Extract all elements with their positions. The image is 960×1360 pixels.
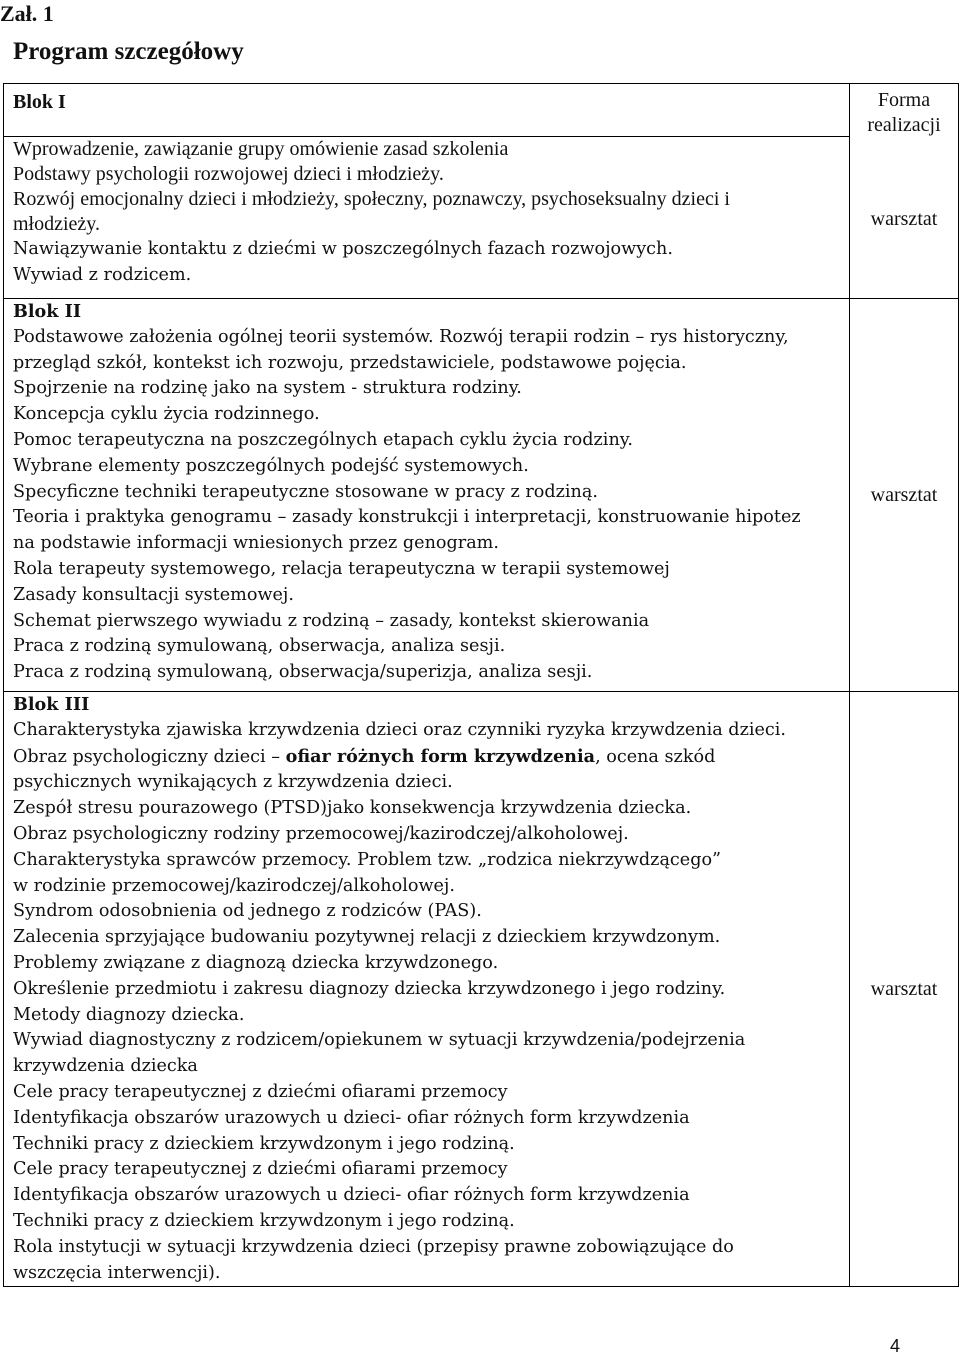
emphasized-text: ofiar różnych form krzywdzenia	[285, 745, 596, 767]
page-title: Program szczegółowy	[13, 38, 244, 65]
block-3-row	[4, 692, 959, 1287]
list-item: Zespół stresu pourazowego (PTSD)jako konsekwencja krzywdzenia dziecka.	[13, 798, 692, 819]
list-item: Zalecenia sprzyjające budowaniu pozytywnej relacji z dzieckiem krzywdzonym.	[13, 927, 721, 948]
list-item: Koncepcja cyklu życia rodzinnego.	[13, 404, 320, 425]
list-item: Specyficzne techniki terapeutyczne stosowane w pracy z rodziną.	[13, 481, 598, 502]
block-3-form: warsztat	[850, 692, 959, 1287]
table-header-row	[4, 84, 959, 137]
list-item: psychicznych wynikających z krzywdzenia dzieci.	[13, 772, 453, 793]
list-item: Cele pracy terapeutycznej z dziećmi ofiarami przemocy	[13, 1159, 508, 1180]
attachment-label: Zał. 1	[0, 1, 54, 26]
list-item: Określenie przedmiotu i zakresu diagnozy dziecka krzywdzonego i jego rodziny.	[13, 978, 726, 999]
block-2-content	[4, 299, 850, 692]
list-item: Zasady konsultacji systemowej.	[13, 584, 294, 605]
block-3-content	[4, 692, 850, 1287]
block-1-serif-lines	[4, 137, 849, 237]
list-item: wszczęcia interwencji).	[13, 1262, 221, 1283]
block-1-content	[4, 137, 850, 299]
block-2-form: warsztat	[850, 299, 959, 692]
line-pre-text: Obraz psychologiczny dzieci –	[13, 746, 286, 767]
list-item: Wprowadzenie, zawiązanie grupy omówienie zasad szkolenia	[13, 138, 509, 160]
block-1-row	[4, 137, 959, 299]
list-item: Wywiad z rodzicem.	[13, 264, 192, 285]
block-1-header-cell	[4, 84, 850, 137]
list-item: Schemat pierwszego wywiadu z rodziną – zasady, kontekst skierowania	[13, 610, 650, 631]
program-table	[3, 83, 959, 1287]
block-2-lines	[4, 299, 849, 686]
list-item: Nawiązywanie kontaktu z dziećmi w poszczególnych fazach rozwojowych.	[13, 239, 673, 259]
block-1-lines	[4, 237, 849, 289]
list-item: Obraz psychologiczny rodziny przemocowej/kazirodczej/alkoholowej.	[13, 823, 629, 844]
page-number: 4	[889, 1336, 900, 1356]
block-3-lines	[4, 692, 849, 1286]
line-post-text: , ocena szkód	[595, 746, 716, 767]
list-item: Spojrzenie na rodzinę jako na system - struktura rodziny.	[13, 378, 522, 399]
list-item: Wybrane elementy poszczególnych podejść systemowych.	[13, 455, 529, 476]
list-item	[13, 744, 843, 771]
list-item: Problemy związane z diagnozą dziecka krzywdzonego.	[13, 952, 499, 973]
list-item: młodzieży.	[13, 213, 101, 235]
list-item: Identyfikacja obszarów urazowych u dzieci- ofiar różnych form krzywdzenia	[13, 1185, 690, 1206]
list-item: przegląd szkół, kontekst ich rozwoju, przedstawiciele, podstawowe pojęcia.	[13, 352, 687, 373]
list-item: Praca z rodziną symulowaną, obserwacja, analiza sesji.	[13, 636, 506, 657]
list-item: Charakterystyka sprawców przemocy. Problem tzw. „rodzica niekrzywdzącego”	[13, 849, 722, 870]
form-column-header	[850, 84, 959, 299]
list-item: Rola instytucji w sytuacji krzywdzenia dzieci (przepisy prawne zobowiązujące do	[13, 1236, 734, 1257]
block-2-row	[4, 299, 959, 692]
list-item: Cele pracy terapeutycznej z dziećmi ofiarami przemocy	[13, 1081, 508, 1102]
list-item: Rola terapeuty systemowego, relacja terapeutyczna w terapii systemowej	[13, 558, 670, 579]
list-item: Praca z rodziną symulowaną, obserwacja/superizja, analiza sesji.	[13, 662, 593, 683]
block-2-heading: Blok II	[13, 301, 82, 322]
form-header-label: Forma realizacji	[867, 89, 941, 136]
list-item: Metody diagnozy dziecka.	[13, 1004, 245, 1025]
list-item: krzywdzenia dziecka	[13, 1056, 198, 1077]
block-3-heading: Blok III	[13, 694, 90, 715]
list-item: Techniki pracy z dzieckiem krzywdzonym i jego rodziną.	[13, 1210, 515, 1231]
list-item: Syndrom odosobnienia od jednego z rodziców (PAS).	[13, 901, 482, 922]
block-1-heading: Blok I	[13, 91, 66, 113]
list-item: Techniki pracy z dzieckiem krzywdzonym i jego rodziną.	[13, 1133, 515, 1154]
list-item: Pomoc terapeutyczna na poszczególnych etapach cyklu życia rodziny.	[13, 429, 633, 450]
block-1-form: warsztat	[870, 208, 938, 230]
list-item: Podstawy psychologii rozwojowej dzieci i młodzieży.	[13, 163, 444, 185]
list-item: w rodzinie przemocowej/kazirodczej/alkoholowej.	[13, 875, 455, 896]
list-item: Charakterystyka zjawiska krzywdzenia dzieci oraz czynniki ryzyka krzywdzenia dzieci.	[13, 719, 786, 740]
list-item: Teoria i praktyka genogramu – zasady konstrukcji i interpretacji, konstruowanie hipotez	[13, 507, 801, 528]
list-item: Wywiad diagnostyczny z rodzicem/opiekunem w sytuacji krzywdzenia/podejrzenia	[13, 1030, 746, 1051]
list-item: na podstawie informacji wniesionych przez genogram.	[13, 533, 499, 554]
list-item: Podstawowe założenia ogólnej teorii systemów. Rozwój terapii rodzin – rys historyczny,	[13, 326, 789, 347]
list-item: Rozwój emocjonalny dzieci i młodzieży, społeczny, poznawczy, psychoseksualny dzieci i	[13, 188, 730, 210]
list-item: Identyfikacja obszarów urazowych u dzieci- ofiar różnych form krzywdzenia	[13, 1107, 690, 1128]
